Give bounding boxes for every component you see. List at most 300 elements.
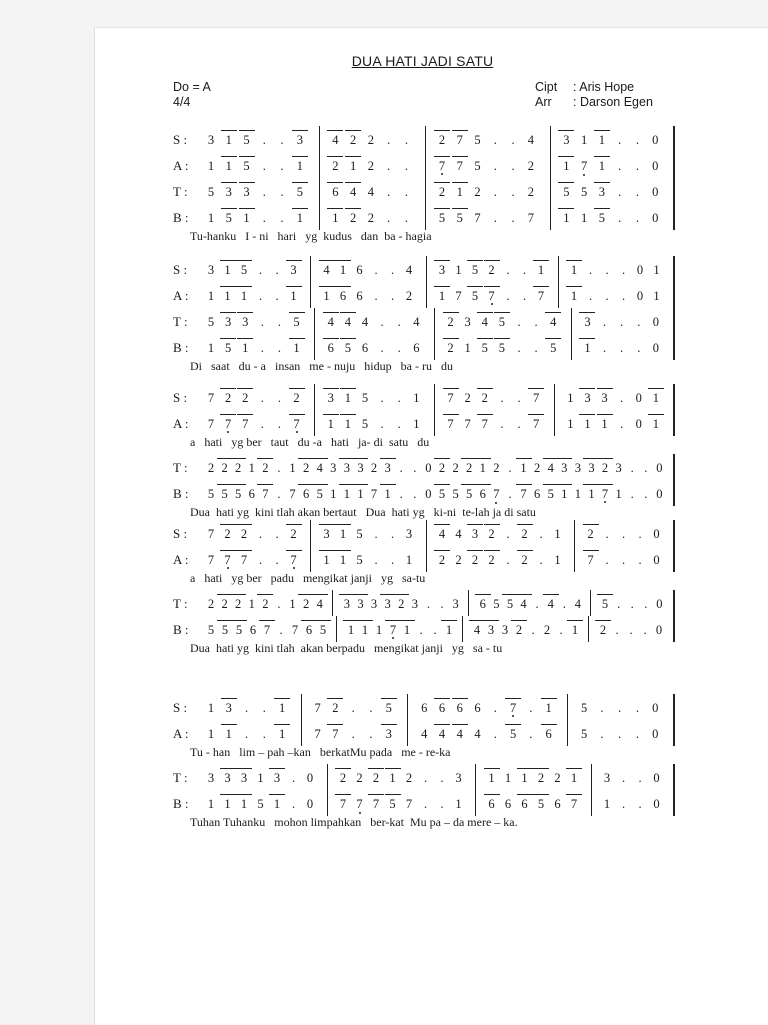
credits	[535, 80, 653, 110]
note: 5	[494, 338, 510, 357]
note: 1	[574, 487, 581, 501]
note: 2	[289, 388, 305, 407]
composer-name: : Aris Hope	[573, 80, 635, 94]
note: 0	[652, 211, 659, 225]
voice-label: B :	[173, 796, 189, 811]
note: 1	[504, 771, 512, 785]
note: 2	[455, 553, 462, 567]
note: 3	[330, 461, 337, 475]
rhythm-dot: .	[517, 315, 521, 329]
rhythm-dot: .	[244, 701, 249, 715]
note: 6	[434, 698, 450, 717]
note: 1	[558, 156, 574, 175]
rhythm-dot: .	[493, 185, 497, 199]
rhythm-dot: .	[258, 527, 263, 541]
rhythm-dot: .	[262, 727, 266, 741]
note: 0	[635, 417, 642, 431]
note: 2	[484, 260, 500, 279]
note: 4	[367, 185, 375, 199]
final-barline	[673, 454, 675, 480]
note: 5	[452, 487, 459, 501]
note: 1	[566, 260, 582, 279]
rhythm-dot: .	[374, 263, 378, 277]
barline	[327, 790, 328, 816]
note: 4	[327, 130, 343, 149]
note: 1	[343, 620, 359, 639]
note: 3	[558, 130, 574, 149]
note: 2	[367, 211, 375, 225]
final-barline	[673, 790, 675, 816]
note: 3	[556, 458, 572, 477]
voice-label: B :	[173, 340, 189, 355]
note: 1	[220, 286, 236, 305]
note: 2	[345, 130, 361, 149]
rhythm-dot: .	[500, 417, 504, 431]
rhythm-dot: .	[621, 797, 626, 811]
barline	[550, 126, 551, 152]
barline	[310, 256, 311, 282]
note: 3	[352, 594, 368, 613]
rhythm-dot: .	[511, 159, 515, 173]
rhythm-dot: .	[529, 701, 533, 715]
note: 2	[517, 550, 533, 569]
rhythm-dot: .	[630, 461, 634, 475]
note: 6	[248, 487, 255, 501]
note: 6	[541, 724, 557, 743]
note: 5	[558, 182, 574, 201]
note: 1	[567, 417, 574, 431]
rhythm-dot: .	[258, 553, 263, 567]
note: 1	[274, 698, 290, 717]
note: 3	[207, 133, 215, 147]
rhythm-dot: .	[433, 623, 437, 637]
note: 1	[615, 487, 622, 501]
note: 6	[452, 698, 468, 717]
note: 7	[368, 794, 384, 813]
note: 6	[484, 794, 500, 813]
note: 2	[493, 461, 500, 475]
rhythm-dot: .	[413, 461, 417, 475]
note: 0	[656, 461, 663, 475]
barline	[550, 204, 551, 230]
note: 2	[230, 458, 246, 477]
rhythm-dot: .	[413, 487, 417, 501]
barline	[426, 546, 427, 572]
voice-label: A :	[173, 726, 189, 741]
lyric-text: a hati yg ber padu mengikat janji yg sa-tu	[190, 571, 426, 585]
note: 2	[452, 461, 459, 475]
rhythm-dot: .	[258, 289, 263, 303]
rhythm-dot: .	[374, 527, 378, 541]
note: 6	[554, 797, 561, 811]
rhythm-dot: .	[635, 133, 640, 147]
note: 1	[594, 130, 610, 149]
rhythm-dot: .	[635, 701, 640, 715]
note: 4	[434, 724, 450, 743]
note: 1	[581, 211, 588, 225]
rhythm-dot: .	[279, 623, 283, 637]
note: 0	[655, 623, 663, 637]
voice-row	[95, 484, 768, 504]
song-title: DUA HATI JADI SATU	[351, 53, 494, 69]
note: 0	[425, 461, 432, 475]
barline	[301, 720, 302, 746]
note: 2	[434, 182, 450, 201]
rhythm-dot: .	[440, 597, 444, 611]
note: 4	[455, 527, 462, 541]
note: 4	[319, 260, 335, 279]
rhythm-dot: .	[399, 487, 403, 501]
rhythm-dot: .	[620, 341, 624, 355]
rhythm-dot: .	[277, 597, 281, 611]
note: 2	[370, 461, 378, 475]
rhythm-dot: .	[618, 159, 622, 173]
note: 3	[464, 315, 471, 329]
rhythm-dot: .	[637, 315, 641, 329]
rhythm-dot: .	[635, 211, 640, 225]
rhythm-dot: .	[275, 289, 279, 303]
rhythm-dot: .	[618, 133, 622, 147]
barline	[558, 282, 559, 308]
note: 0	[652, 341, 659, 355]
barline	[310, 520, 311, 546]
rhythm-dot: .	[588, 289, 593, 303]
rhythm-dot: .	[387, 133, 391, 147]
note: 1	[455, 797, 462, 811]
barline	[550, 178, 551, 204]
note: 3	[579, 388, 595, 407]
rhythm-dot: .	[621, 771, 626, 785]
note: 7	[528, 414, 544, 433]
rhythm-dot: .	[351, 701, 355, 715]
rhythm-dot: .	[260, 341, 264, 355]
note: 0	[653, 527, 660, 541]
note: 1	[566, 768, 582, 787]
note: 1	[441, 620, 457, 639]
barline	[407, 694, 408, 720]
note: 1	[221, 156, 237, 175]
note: 5	[315, 620, 331, 639]
note: 7	[286, 550, 302, 569]
note: 3	[352, 458, 368, 477]
note: 2	[298, 458, 314, 477]
note: 1	[579, 414, 595, 433]
rhythm-dot: .	[260, 391, 264, 405]
note: 5	[217, 484, 233, 503]
note: 3	[323, 388, 339, 407]
note: 7	[405, 797, 413, 811]
rhythm-dot: .	[602, 341, 607, 355]
rhythm-dot: .	[380, 391, 384, 405]
note: 2	[220, 524, 236, 543]
note: 5	[474, 133, 481, 147]
note: 2	[484, 550, 500, 569]
note: 4	[543, 594, 559, 613]
arranger-name: : Darson Egen	[573, 95, 653, 109]
voice-label: T :	[173, 460, 188, 475]
note: 2	[533, 768, 549, 787]
note: 6	[475, 484, 491, 503]
voice-label: S :	[173, 526, 188, 541]
rhythm-dot: .	[387, 185, 391, 199]
note: 1	[221, 724, 237, 743]
rhythm-dot: .	[260, 315, 264, 329]
note: 5	[230, 484, 246, 503]
rhythm-dot: .	[280, 133, 284, 147]
note: 0	[653, 771, 660, 785]
note: 7	[484, 286, 500, 305]
rhythm-dot: .	[638, 553, 642, 567]
note: 1	[516, 458, 532, 477]
arranger-label: Arr	[535, 95, 552, 109]
note: 3	[501, 623, 509, 637]
note: 2	[345, 208, 361, 227]
barline	[301, 694, 302, 720]
note: 2	[368, 768, 384, 787]
rhythm-dot: .	[618, 701, 622, 715]
note: 3	[292, 130, 308, 149]
rhythm-dot: .	[275, 263, 279, 277]
note: 1	[286, 286, 302, 305]
note: 2	[356, 771, 363, 785]
note: 4	[405, 263, 413, 277]
note: 6	[475, 594, 491, 613]
final-barline	[673, 590, 675, 616]
note: 3	[467, 524, 483, 543]
note: 3	[221, 182, 237, 201]
note: 7	[352, 794, 368, 814]
note: 3	[434, 260, 450, 279]
rhythm-dot: .	[258, 263, 263, 277]
voice-row	[95, 130, 768, 150]
rhythm-dot: .	[397, 341, 401, 355]
voice-label: T :	[173, 314, 188, 329]
note: 3	[370, 597, 378, 611]
rhythm-dot: .	[380, 315, 384, 329]
note: 5	[434, 484, 450, 503]
barline	[590, 590, 591, 616]
note: 4	[545, 312, 561, 331]
barline	[327, 764, 328, 790]
note: 3	[615, 461, 622, 475]
rhythm-dot: .	[262, 133, 266, 147]
final-barline	[673, 546, 675, 572]
note: 5	[289, 312, 305, 331]
rhythm-dot: .	[522, 289, 527, 303]
barline	[407, 720, 408, 746]
note: 2	[484, 524, 500, 543]
voice-row	[95, 550, 768, 570]
note: 4	[312, 458, 328, 477]
note: 7	[291, 623, 299, 637]
voice-row	[95, 524, 768, 544]
note: 1	[345, 156, 361, 175]
rhythm-dot: .	[280, 185, 284, 199]
note: 1	[583, 484, 599, 503]
voice-label: S :	[173, 390, 188, 405]
note: 1	[464, 341, 471, 355]
rhythm-dot: .	[635, 159, 640, 173]
note: 4	[361, 315, 369, 329]
composer-label: Cipt	[535, 80, 558, 94]
rhythm-dot: .	[635, 185, 640, 199]
rhythm-dot: .	[351, 727, 355, 741]
note: 7	[528, 388, 544, 407]
note: 1	[556, 484, 572, 503]
note: 7	[464, 417, 471, 431]
rhythm-dot: .	[440, 797, 444, 811]
rhythm-dot: .	[369, 701, 373, 715]
note: 2	[257, 458, 273, 477]
note: 7	[207, 391, 215, 405]
note: 0	[652, 315, 659, 329]
note: 2	[595, 620, 611, 639]
barline	[567, 720, 568, 746]
barline	[434, 334, 435, 360]
note: 1	[335, 524, 351, 543]
rhythm-dot: .	[374, 289, 378, 303]
voice-label: A :	[173, 416, 189, 431]
note: 0	[652, 701, 659, 715]
note: 1	[248, 461, 255, 475]
barline	[314, 308, 315, 334]
final-barline	[673, 334, 675, 360]
note: 1	[385, 768, 401, 787]
note: 0	[656, 487, 663, 501]
rhythm-dot: .	[600, 727, 604, 741]
note: 5	[581, 185, 588, 199]
note: 1	[319, 550, 335, 569]
note: 6	[356, 263, 363, 277]
rhythm-dot: .	[404, 211, 409, 225]
note: 0	[656, 597, 663, 611]
note: 4	[413, 315, 420, 329]
voice-row	[95, 724, 768, 744]
note: 1	[405, 553, 413, 567]
note: 1	[517, 768, 533, 787]
rhythm-dot: .	[638, 771, 642, 785]
note: 3	[594, 182, 610, 201]
note: 7	[533, 286, 549, 305]
final-barline	[673, 204, 675, 230]
rhythm-dot: .	[630, 597, 634, 611]
barline	[574, 546, 575, 572]
note: 1	[554, 527, 561, 541]
voice-row	[95, 388, 768, 408]
rhythm-dot: .	[506, 553, 510, 567]
note: 6	[361, 341, 369, 355]
note: 5	[467, 286, 483, 305]
note: 7	[314, 701, 321, 715]
note: 7	[237, 414, 253, 433]
lyric-text: Tu - han lim – pah –kan berkatMu pada me - re-ka	[190, 745, 451, 759]
note: 1	[597, 414, 613, 433]
note: 3	[455, 771, 462, 785]
note: 5	[502, 594, 518, 613]
rhythm-dot: .	[369, 727, 373, 741]
note: 1	[289, 338, 305, 357]
note: 7	[257, 484, 273, 503]
rhythm-dot: .	[275, 527, 279, 541]
composer-credit	[535, 80, 653, 95]
note: 7	[220, 414, 236, 433]
rhythm-dot: .	[605, 527, 609, 541]
voice-label: T :	[173, 184, 188, 199]
note: 6	[421, 701, 428, 715]
note: 4	[474, 727, 481, 741]
rhythm-dot: .	[605, 289, 609, 303]
final-barline	[673, 152, 675, 178]
rhythm-dot: .	[493, 159, 497, 173]
note: 3	[579, 312, 595, 331]
note: 7	[434, 156, 450, 175]
note: 3	[237, 312, 253, 331]
note: 5	[257, 797, 264, 811]
barline	[462, 616, 463, 642]
note: 1	[207, 211, 215, 225]
voice-label: B :	[173, 210, 189, 225]
rhythm-dot: .	[277, 391, 281, 405]
note: 1	[603, 797, 611, 811]
note: 5	[231, 620, 247, 639]
lyric-text: Di saat du - a insan me - nuju hidup ba - ru du	[190, 359, 453, 373]
note: 7	[455, 289, 462, 303]
note: 7	[505, 698, 521, 717]
note: 2	[207, 461, 215, 475]
note: 3	[339, 594, 355, 613]
note: 1	[566, 286, 582, 305]
voice-label: T :	[173, 770, 188, 785]
note: 1	[567, 620, 583, 639]
note: 7	[207, 527, 215, 541]
key-signature: Do = A	[173, 80, 211, 94]
note: 7	[527, 211, 534, 225]
note: 2	[597, 458, 613, 477]
rhythm-dot: .	[506, 289, 510, 303]
note: 5	[381, 698, 397, 717]
rhythm-dot: .	[374, 553, 378, 567]
note: 2	[405, 771, 413, 785]
note: 2	[335, 768, 351, 787]
rhythm-dot: .	[404, 159, 409, 173]
barline	[425, 178, 426, 204]
barline	[314, 410, 315, 436]
note: 5	[361, 391, 369, 405]
barline	[434, 384, 435, 410]
barline	[426, 256, 427, 282]
note: 2	[434, 458, 450, 477]
note: 3	[583, 458, 599, 477]
note: 5	[505, 724, 521, 743]
lyric-text: Tu-hanku I - ni hari yg kudus dan ba - hagia	[190, 229, 432, 243]
rhythm-dot: .	[644, 461, 648, 475]
rhythm-dot: .	[588, 263, 593, 277]
note: 1	[330, 487, 337, 501]
rhythm-dot: .	[280, 159, 284, 173]
note: 7	[452, 156, 468, 175]
rhythm-dot: .	[618, 185, 622, 199]
note: 2	[286, 524, 302, 543]
note: 5	[494, 312, 510, 331]
lyric-text: Dua hati yg kini tlah akan bertaut Dua hati yg ki-ni te-lah ja di satu	[190, 505, 536, 519]
rhythm-dot: .	[602, 315, 607, 329]
rhythm-dot: .	[605, 553, 609, 567]
rhythm-dot: .	[630, 487, 634, 501]
note: 1	[648, 388, 664, 407]
note: 7	[385, 620, 401, 639]
note: 4	[574, 597, 581, 611]
rhythm-dot: .	[423, 771, 428, 785]
